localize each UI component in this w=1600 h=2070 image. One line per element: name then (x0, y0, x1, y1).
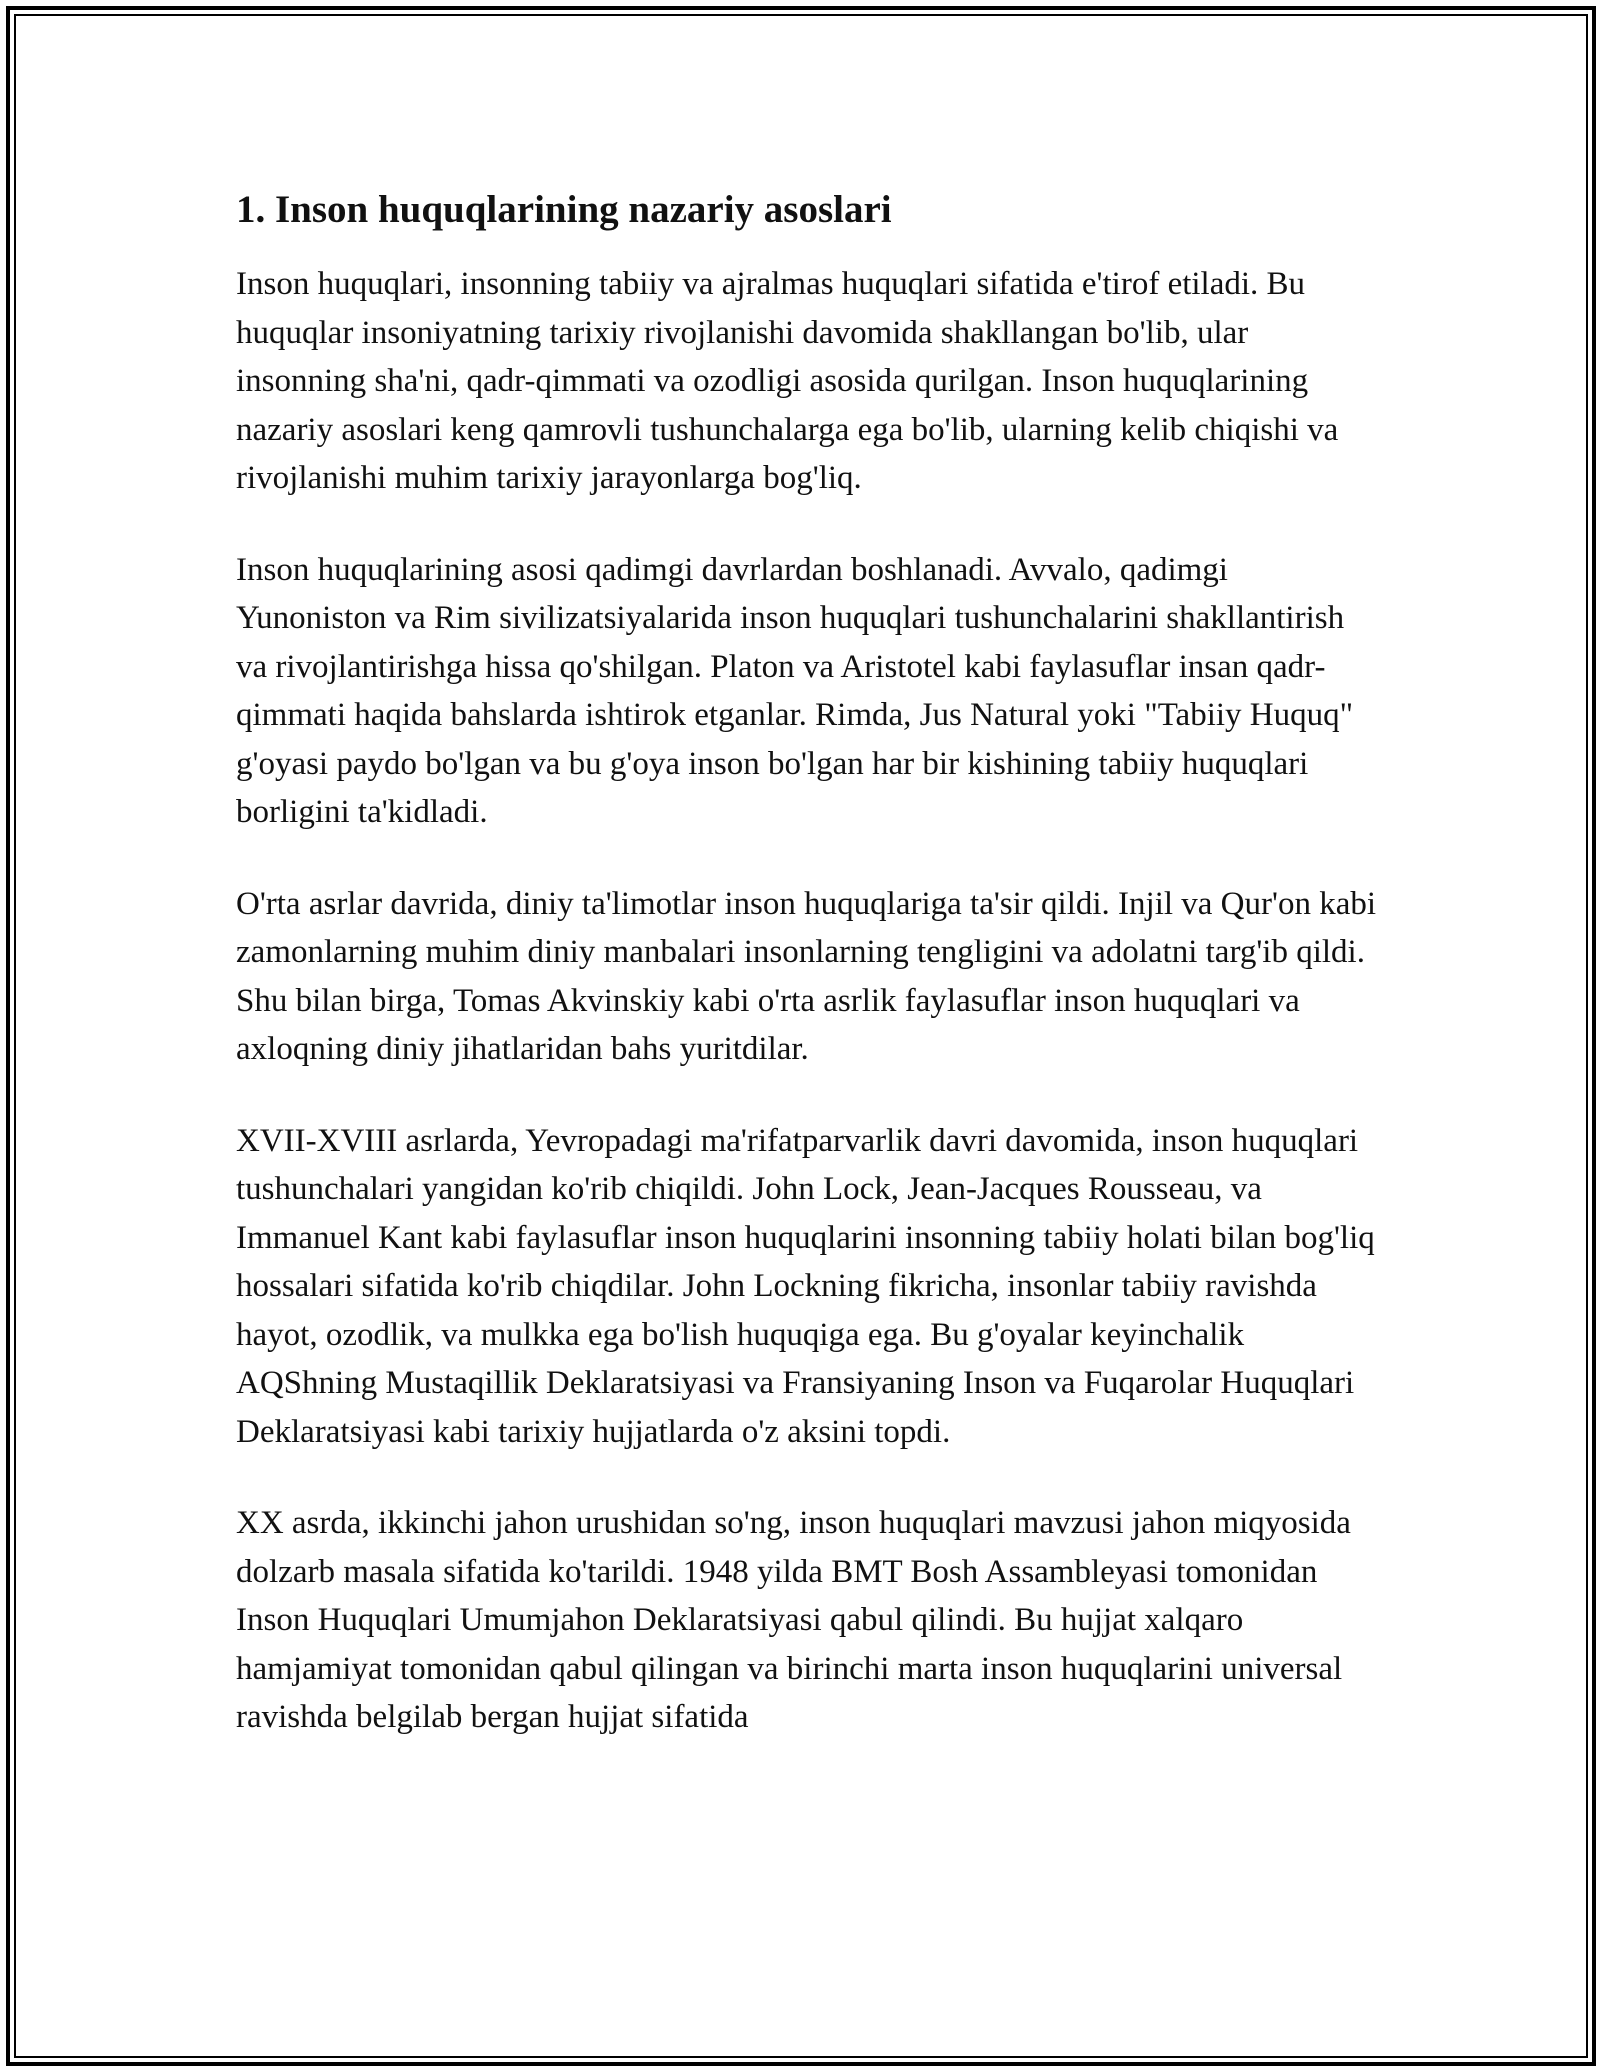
paragraph-1: Inson huquqlari, insonning tabiiy va ajralmas huquqlari sifatida e'tirof etiladi. Bu huquqlar insoniyatning tarixiy rivojlanishi davomida shakllangan bo'lib, ular insonning sha'ni, qadr-qimmati va ozodligi asosida qurilgan. Inson huquqlarining nazariy asoslari keng qamrovli tushunchalarga ega bo'lib, ularning kelib chiqishi va rivojlanishi muhim tarixiy jarayonlarga bog'liq. (236, 266, 1339, 496)
paragraph-2: Inson huquqlarining asosi qadimgi davrlardan boshlanadi. Avvalo, qadimgi Yunoniston va Rim sivilizatsiyalarida inson huquqlari tushunchalarini shakllantirish va rivojlantirishga hissa qo'shilgan. Platon va Aristotel kabi faylasuflar insan qadr-qimmati haqida bahslarda ishtirok etganlar. Rimda, Jus Natural yoki "Tabiiy Huquq" g'oyasi paydo bo'lgan va bu g'oya inson bo'lgan har bir kishining tabiiy huquqlari borligini ta'kidladi. (236, 551, 1354, 830)
document-body (236, 186, 1376, 1785)
paragraph-3: O'rta asrlar davrida, diniy ta'limotlar inson huquqlariga ta'sir qildi. Injil va Qur'on kabi zamonlarning muhim diniy manbalari insonlarning tengligini va adolatni targ'ib qildi. Shu bilan birga, Tomas Akvinskiy kabi o'rta asrlik faylasuflar inson huquqlari va axloqning diniy jihatlaridan bahs yuritdilar. (236, 885, 1377, 1067)
section-heading: 1. Inson huquqlarining nazariy asoslari (236, 188, 892, 231)
paragraph-4: XVII-XVIII asrlarda, Yevropadagi ma'rifatparvarlik davri davomida, inson huquqlari tushunchalari yangidan ko'rib chiqildi. John Lock, Jean-Jacques Rousseau, va Immanuel Kant kabi faylasuflar inson huquqlarini insonning tabiiy holati bilan bog'liq hossalari sifatida ko'rib chiqdilar. John Lockning fikricha, insonlar tabiiy ravishda hayot, ozodlik, va mulkka ega bo'lish huquqiga ega. Bu g'oyalar keyinchalik AQShning Mustaqillik Deklaratsiyasi va Fransiyaning Inson va Fuqarolar Huquqlari Deklaratsiyasi kabi tarixiy hujjatlarda o'z aksini topdi. (236, 1122, 1375, 1450)
paragraph-5: XX asrda, ikkinchi jahon urushidan so'ng, inson huquqlari mavzusi jahon miqyosida dolzarb masala sifatida ko'tarildi. 1948 yilda BMT Bosh Assambleyasi tomonidan Inson Huquqlari Umumjahon Deklaratsiyasi qabul qilindi. Bu hujjat xalqaro hamjamiyat tomonidan qabul qilingan va birinchi marta inson huquqlarini universal ravishda belgilab bergan hujjat sifatida (236, 1505, 1351, 1735)
